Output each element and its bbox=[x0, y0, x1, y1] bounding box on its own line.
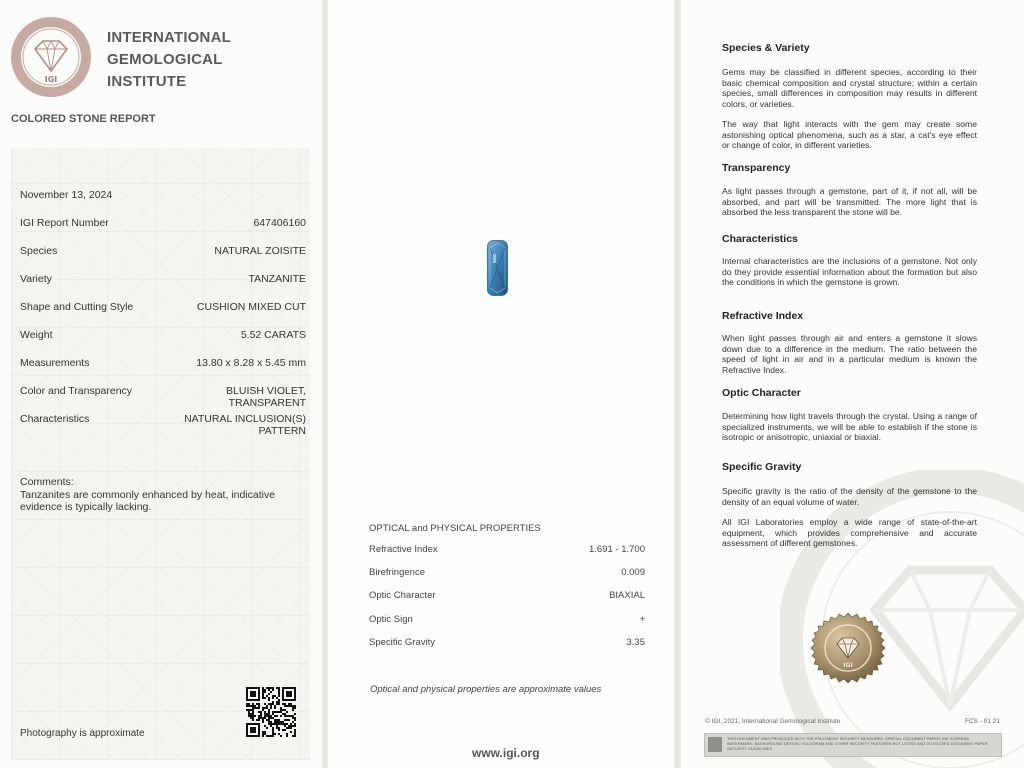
section-title: Transparency bbox=[722, 162, 791, 174]
photo-note: Photography is approximate bbox=[20, 728, 145, 739]
form-code: FCS - 01 21 bbox=[965, 718, 1001, 725]
prop-label: Specific Gravity bbox=[369, 637, 435, 648]
field-label: IGI Report Number bbox=[20, 217, 109, 229]
report-type-title: COLORED STONE REPORT bbox=[11, 113, 156, 125]
gem-photo bbox=[487, 240, 508, 296]
section-text: Specific gravity is the ratio of the density of the gemstone to the density of an equal volume of water. bbox=[722, 486, 977, 507]
comments-text: Tanzanites are commonly enhanced by heat, indicative evidence is typically lacking. bbox=[20, 489, 276, 513]
section-title: Species & Variety bbox=[722, 42, 810, 54]
section-title: Characteristics bbox=[722, 233, 798, 245]
section-text: All IGI Laboratories employ a wide range of state-of-the-art equipment, which provides comprehensive and accurate assessment of different gemstones. bbox=[722, 517, 977, 549]
website-link[interactable]: www.igi.org bbox=[472, 746, 540, 760]
field-value: 5.52 CARATS bbox=[240, 329, 306, 341]
field-value: 647406160 bbox=[253, 217, 306, 229]
field-value: BLUISH VIOLET, TRANSPARENT bbox=[226, 385, 306, 409]
security-features-strip bbox=[704, 733, 1002, 757]
field-label: Variety bbox=[20, 273, 52, 285]
field-value: CUSHION MIXED CUT bbox=[196, 301, 306, 313]
section-text: Internal characteristics are the inclusions of a gemstone. Not only do they provide essential information about the formation but also the conditions in which the gemstone is grown. bbox=[722, 256, 977, 288]
report-date: November 13, 2024 bbox=[20, 189, 113, 201]
section-text: Gems may be classified in different species, according to their basic chemical composition and crystal structure; within a certain species, small differences in composition may results in different colors, or varieties. bbox=[722, 67, 977, 109]
field-label: Characteristics bbox=[20, 413, 90, 425]
prop-label: Optic Character bbox=[369, 590, 436, 601]
optical-properties-note: Optical and physical properties are approximate values bbox=[370, 684, 602, 695]
section-title: Refractive Index bbox=[722, 310, 804, 322]
security-pattern-background bbox=[11, 148, 310, 760]
field-label: Shape and Cutting Style bbox=[20, 301, 134, 313]
prop-label: Birefringence bbox=[369, 567, 425, 578]
field-label: Measurements bbox=[20, 357, 90, 369]
prop-label: Refractive Index bbox=[369, 544, 438, 555]
section-text: As light passes through a gemstone, part of it, if not all, will be absorbed, and part will be transmitted. The more light that is absorbed the less transparent the stone will be. bbox=[722, 186, 977, 218]
field-value: NATURAL INCLUSION(S) PATTERN bbox=[184, 413, 306, 437]
field-label: Color and Transparency bbox=[20, 385, 133, 397]
igi-seal-icon bbox=[810, 610, 886, 686]
prop-label: Optic Sign bbox=[369, 614, 413, 625]
field-value: NATURAL ZOISITE bbox=[214, 245, 306, 257]
field-label: Weight bbox=[20, 329, 53, 341]
section-title: Optic Character bbox=[722, 387, 801, 399]
prop-value: BIAXIAL bbox=[609, 590, 645, 601]
prop-value: + bbox=[639, 614, 645, 625]
comments-label: Comments: bbox=[20, 476, 74, 488]
section-title: Specific Gravity bbox=[722, 461, 802, 473]
optical-properties-title: OPTICAL and PHYSICAL PROPERTIES bbox=[369, 523, 541, 534]
section-text: When light passes through air and enters a gemstone it slows down due to a difference in the medium. The ratio between the speed of light in air and in a particular medium is known the Refractive Index. bbox=[722, 333, 977, 375]
fold-divider bbox=[674, 0, 681, 768]
svg-text:IGI: IGI bbox=[843, 662, 853, 669]
field-value: 13.80 x 8.28 x 5.45 mm bbox=[196, 357, 306, 369]
prop-value: 1.691 - 1.700 bbox=[589, 544, 645, 555]
field-label: Species bbox=[20, 245, 58, 257]
section-text: Determining how light travels through the crystal. Using a range of specialized instruments, we will be able to establish if the stone is isotropic or anisotropic, uniaxial or biaxial. bbox=[722, 411, 977, 443]
field-value: TANZANITE bbox=[248, 273, 306, 285]
org-name-line: INSTITUTE bbox=[107, 73, 187, 90]
copyright-text: © IGI, 2021, International Gemological Institute bbox=[705, 718, 841, 725]
qr-code-icon bbox=[246, 687, 296, 737]
prop-value: 3.35 bbox=[626, 637, 645, 648]
igi-logo-icon bbox=[9, 15, 93, 99]
report-panel-middle bbox=[328, 0, 674, 768]
lock-icon bbox=[708, 737, 722, 752]
section-text: The way that light interacts with the gem may create some astonishing optical phenomena, such as a star, a cat's eye effect or change of color, in different varieties. bbox=[722, 119, 977, 151]
security-text: THIS DOCUMENT WAS PRODUCED WITH THE FOLLOWING SECURITY MEASURES: SPECIAL DOCUMENT PAPER, INK SCREENS, WATERMARK, BACKGROUND DESIGN, HOLOGRAM AND OTHER SECURITY FEATURES NOT LISTED AND DO EXCEED DOCUMENT PAPER SECURITY GUIDELINES bbox=[727, 737, 988, 751]
prop-value: 0.009 bbox=[621, 567, 645, 578]
org-name-line: INTERNATIONAL bbox=[107, 29, 231, 46]
svg-text:IGI: IGI bbox=[44, 75, 58, 84]
org-name-line: GEMOLOGICAL bbox=[107, 51, 223, 68]
org-name bbox=[107, 27, 231, 93]
